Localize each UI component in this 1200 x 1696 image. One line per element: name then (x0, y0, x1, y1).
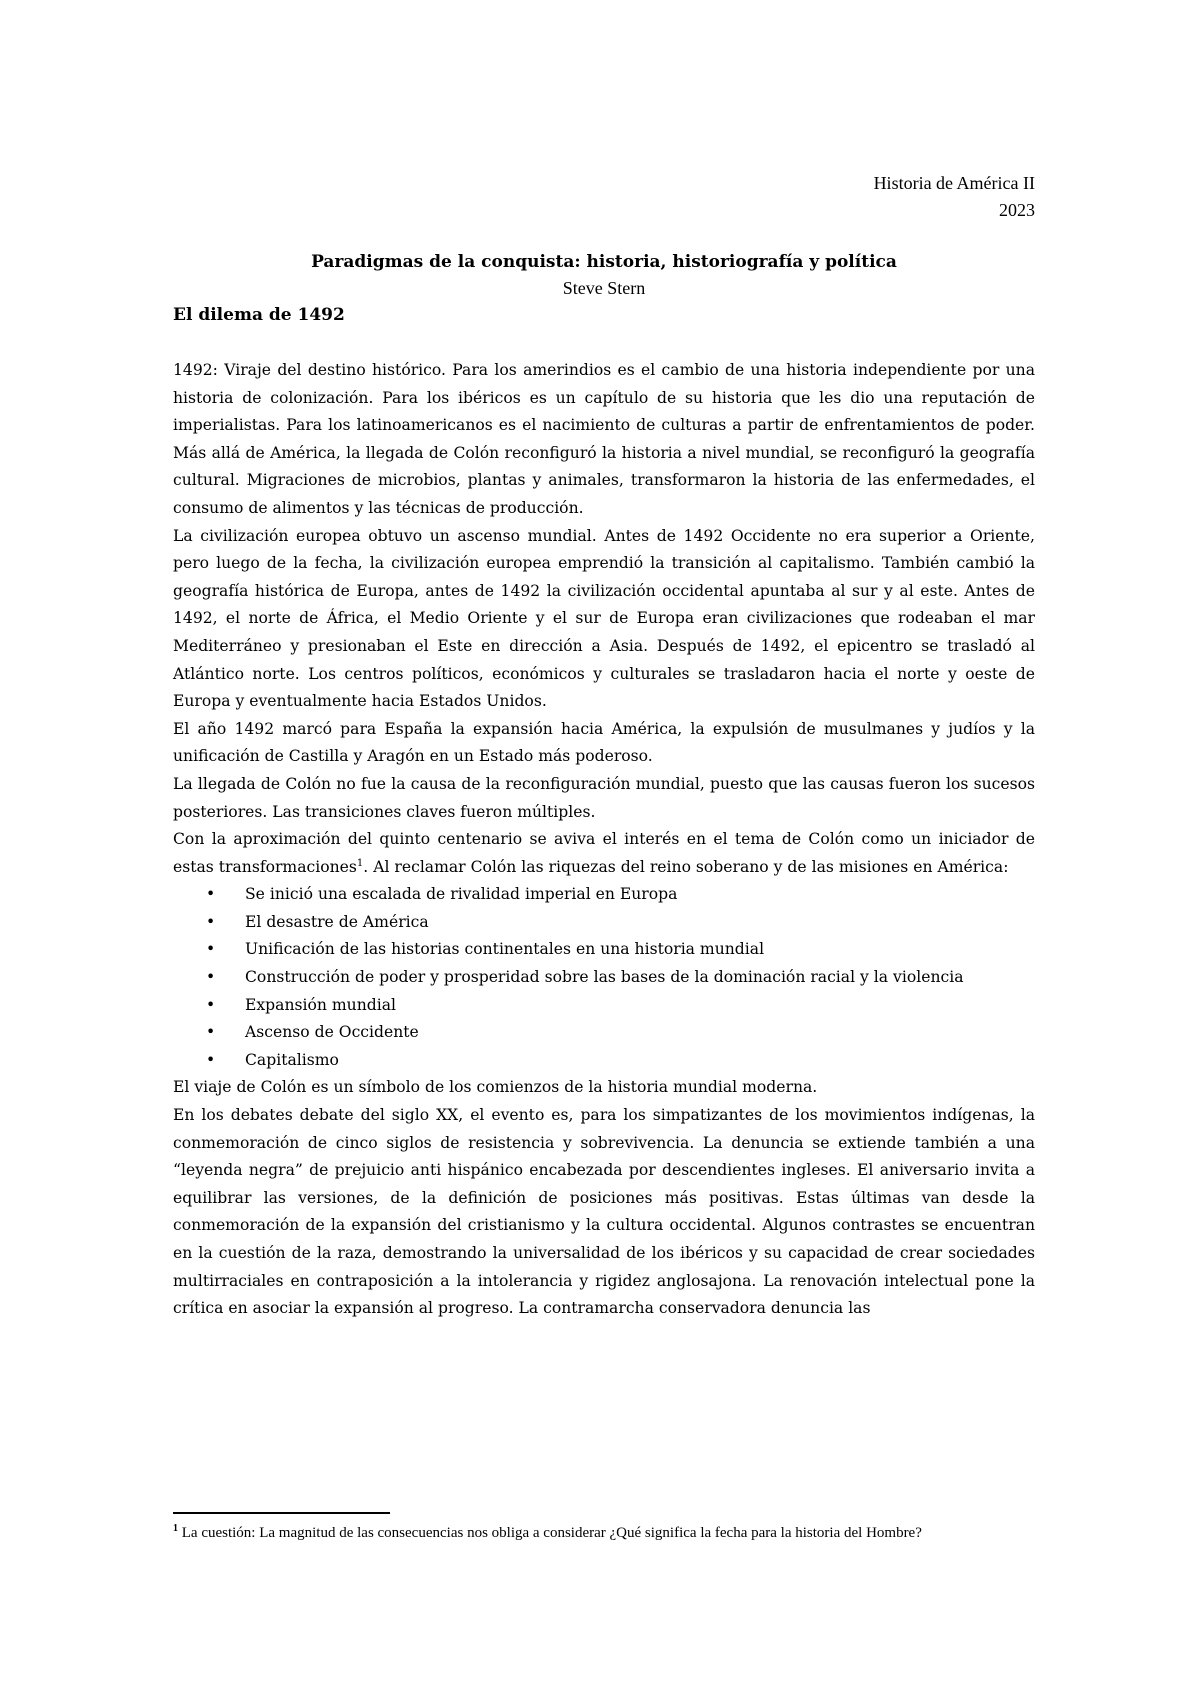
list-item: • Ascenso de Occidente (245, 1019, 1035, 1047)
bullet-list (173, 881, 1035, 1074)
list-item: • Construcción de poder y prosperidad sobre las bases de la dominación racial y la violencia (245, 964, 1035, 992)
course-year: 2023 (999, 200, 1035, 220)
section-heading: El dilema de 1492 (173, 305, 345, 325)
body-paragraph: El año 1492 marcó para España la expansión hacia América, la expulsión de musulmanes y judíos y la unificación de Castilla y Aragón en un Estado más poderoso. (173, 719, 1035, 766)
body-paragraph: 1492: Viraje del destino histórico. Para los amerindios es el cambio de una historia independiente por una historia de colonización. Para los ibéricos es un capítulo de su historia que les dio una reputación de imperialistas. Para los latinoamericanos es el nacimiento de culturas a partir de enfrentamientos de poder. Más allá de América, la llegada de Colón reconfiguró la historia a nivel mundial, se reconfiguró la geografía cultural. Migraciones de microbios, plantas y animales, transformaron la historia de las enfermedades, el consumo de alimentos y las técnicas de producción. (173, 361, 1035, 517)
list-item: • El desastre de América (245, 909, 1035, 937)
document-body (173, 357, 1035, 1323)
paragraph-text: . Al reclamar Colón las riquezas del reino soberano y de las misiones en América: (363, 857, 1009, 876)
footnote-text: La cuestión: La magnitud de las consecuencias nos obliga a considerar ¿Qué significa la fecha para la historia del Hombre? (178, 1525, 922, 1541)
document-header (874, 170, 1035, 224)
footnote-marker: 1 (173, 1523, 178, 1534)
document-title: Paradigmas de la conquista: historia, historiografía y política (311, 252, 897, 272)
list-item: • Expansión mundial (245, 992, 1035, 1020)
list-item: • Se inició una escalada de rivalidad imperial en Europa (245, 881, 1035, 909)
document-author: Steve Stern (562, 278, 646, 298)
body-paragraph: El viaje de Colón es un símbolo de los comienzos de la historia mundial moderna. (173, 1078, 818, 1097)
body-paragraph: En los debates debate del siglo XX, el evento es, para los simpatizantes de los movimientos indígenas, la conmemoración de cinco siglos de resistencia y sobrevivencia. La denuncia se extiende también a una “leyenda negra” de prejuicio anti hispánico encabezada por descendientes ingleses. El aniversario invita a equilibrar las versiones, de la definición de posiciones más positivas. Estas últimas van desde la conmemoración de la expansión del cristianismo y la cultura occidental. Algunos contrastes se encuentran en la cuestión de la raza, demostrando la universalidad de los ibéricos y su capacidad de crear sociedades multirraciales en contraposición a la intolerancia y rigidez anglosajona. La renovación intelectual pone la crítica en asociar la expansión al progreso. La contramarcha conservadora denuncia las (173, 1106, 1035, 1318)
footnote (173, 1522, 1035, 1544)
body-paragraph: La llegada de Colón no fue la causa de la reconfiguración mundial, puesto que las causas fueron los sucesos posteriores. Las transiciones claves fueron múltiples. (173, 774, 1035, 821)
document-page (173, 0, 1035, 1696)
footnote-reference[interactable]: 1 (356, 857, 364, 869)
list-item: • Capitalismo (245, 1047, 1035, 1075)
body-paragraph-with-footnote (173, 826, 1035, 881)
body-paragraph: La civilización europea obtuvo un ascenso mundial. Antes de 1492 Occidente no era superior a Oriente, pero luego de la fecha, la civilización europea emprendió la transición al capitalismo. También cambió la geografía histórica de Europa, antes de 1492 la civilización occidental apuntaba al sur y al este. Antes de 1492, el norte de África, el Medio Oriente y el sur de Europa eran civilizaciones que rodeaban el mar Mediterráneo y presionaban el Este en dirección a Asia. Después de 1492, el epicentro se trasladó al Atlántico norte. Los centros políticos, económicos y culturales se trasladaron hacia el norte y oeste de Europa y eventualmente hacia Estados Unidos. (173, 526, 1035, 711)
paragraph-text: Con la aproximación del quinto centenario se aviva el interés en el tema de Colón como un iniciador de estas transformaciones (173, 830, 1035, 876)
course-name: Historia de América II (873, 173, 1035, 193)
footnote-separator (173, 1512, 390, 1514)
list-item: • Unificación de las historias continentales en una historia mundial (245, 936, 1035, 964)
